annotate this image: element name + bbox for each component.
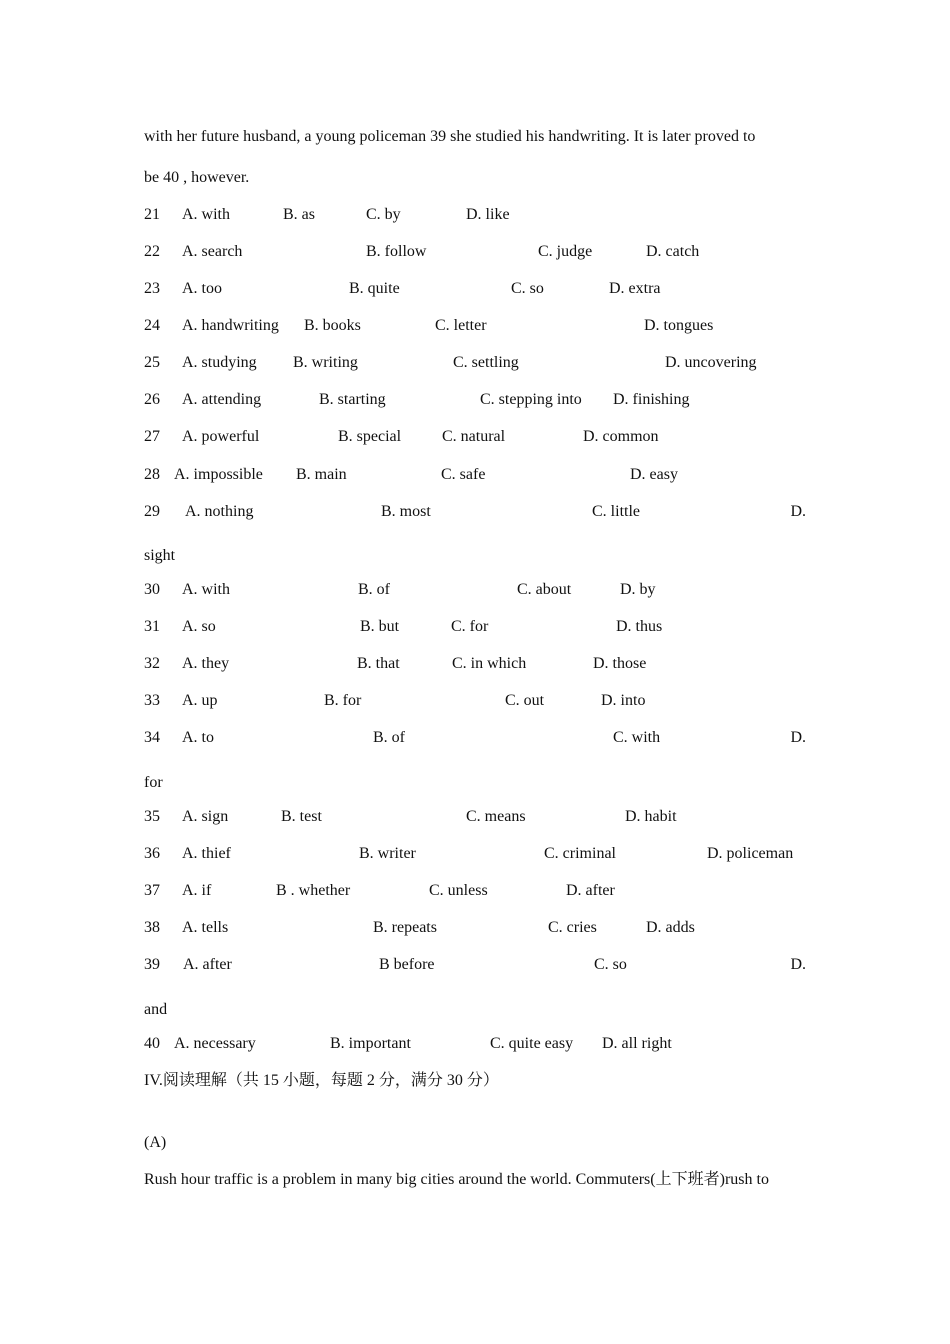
option-c: C. so xyxy=(594,956,627,973)
option-b: B. starting xyxy=(319,391,386,408)
option-d: D. after xyxy=(566,882,615,899)
option-a: A. powerful xyxy=(182,428,260,445)
option-a: A. nothing xyxy=(185,503,254,520)
option-d: D. easy xyxy=(630,466,678,483)
question-number: 31 xyxy=(144,618,160,635)
option-d: D. like xyxy=(466,206,510,223)
question-number: 37 xyxy=(144,882,160,899)
option-d: D. policeman xyxy=(707,845,794,862)
option-d-continued: and xyxy=(144,1001,168,1018)
option-d: D. finishing xyxy=(613,391,690,408)
option-a: A. too xyxy=(182,280,222,297)
option-b: B. quite xyxy=(349,280,400,297)
option-b: B. writer xyxy=(359,845,416,862)
option-d-continued: for xyxy=(144,774,163,791)
option-a: A. after xyxy=(183,956,232,973)
option-a: A. impossible xyxy=(174,466,263,483)
option-c: C. letter xyxy=(435,317,487,334)
question-row xyxy=(144,580,806,600)
question-number: 38 xyxy=(144,919,160,936)
question-number: 30 xyxy=(144,581,160,598)
option-d: D. xyxy=(790,503,806,520)
option-a: A. handwriting xyxy=(182,317,279,334)
option-b: B. but xyxy=(360,618,400,635)
question-row xyxy=(144,465,806,485)
question-number: 21 xyxy=(144,206,160,223)
option-c: C. natural xyxy=(442,428,506,445)
option-d: D. tongues xyxy=(644,317,714,334)
option-c: C. settling xyxy=(453,354,519,371)
question-row xyxy=(144,728,806,748)
option-c: C. stepping into xyxy=(480,391,582,408)
option-c: C. with xyxy=(613,729,661,746)
option-b: B before xyxy=(379,956,435,973)
section-heading: IV.阅读理解（共 15 小题，每题 2 分，满分 30 分） xyxy=(144,1072,499,1089)
option-a: A. sign xyxy=(182,808,229,825)
option-c: C. in which xyxy=(452,655,527,672)
option-b: B . whether xyxy=(276,882,351,899)
option-a: A. with xyxy=(182,206,230,223)
question-number: 28 xyxy=(144,466,160,483)
option-a: A. attending xyxy=(182,391,262,408)
option-b: B. test xyxy=(281,808,322,825)
question-row xyxy=(144,918,806,938)
question-row xyxy=(144,881,806,901)
question-row xyxy=(144,502,806,522)
question-number: 36 xyxy=(144,845,160,862)
option-c: C. by xyxy=(366,206,401,223)
option-b: B. books xyxy=(304,317,361,334)
option-d: D. common xyxy=(583,428,659,445)
option-d: D. xyxy=(790,956,806,973)
option-a: A. to xyxy=(182,729,214,746)
option-d: D. extra xyxy=(609,280,661,297)
option-a: A. tells xyxy=(182,919,229,936)
option-c: C. for xyxy=(451,618,489,635)
option-d: D. adds xyxy=(646,919,695,936)
passage-label: (A) xyxy=(144,1134,167,1151)
option-c: C. out xyxy=(505,692,545,709)
question-row xyxy=(144,427,806,447)
option-d: D. catch xyxy=(646,243,700,260)
question-row xyxy=(144,1034,806,1054)
option-b: B. repeats xyxy=(373,919,437,936)
passage-text: Rush hour traffic is a problem in many big cities around the world. Commuters(上下班者)rush to xyxy=(144,1171,769,1188)
question-row xyxy=(144,316,806,336)
question-row xyxy=(144,654,806,674)
option-b: B. that xyxy=(357,655,400,672)
question-number: 29 xyxy=(144,503,160,520)
option-a: A. thief xyxy=(182,845,231,862)
question-row xyxy=(144,691,806,711)
question-number: 25 xyxy=(144,354,160,371)
question-number: 39 xyxy=(144,956,160,973)
option-b: B. main xyxy=(296,466,347,483)
question-number: 22 xyxy=(144,243,160,260)
option-a: A. so xyxy=(182,618,216,635)
passage-text: be 40 , however. xyxy=(144,169,250,186)
option-d-continued: sight xyxy=(144,547,176,564)
option-c: C. little xyxy=(592,503,640,520)
question-number: 35 xyxy=(144,808,160,825)
question-number: 33 xyxy=(144,692,160,709)
question-row xyxy=(144,279,806,299)
question-number: 34 xyxy=(144,729,160,746)
option-a: A. search xyxy=(182,243,243,260)
option-b: B. important xyxy=(330,1035,411,1052)
option-b: B. for xyxy=(324,692,362,709)
option-d: D. by xyxy=(620,581,656,598)
option-c: C. judge xyxy=(538,243,593,260)
option-c: C. unless xyxy=(429,882,488,899)
option-d: D. xyxy=(790,729,806,746)
question-number: 26 xyxy=(144,391,160,408)
option-d: D. those xyxy=(593,655,647,672)
option-c: C. so xyxy=(511,280,544,297)
option-d: D. all right xyxy=(602,1035,672,1052)
question-row xyxy=(144,807,806,827)
option-b: B. most xyxy=(381,503,431,520)
option-c: C. criminal xyxy=(544,845,616,862)
option-b: B. of xyxy=(358,581,390,598)
option-d: D. thus xyxy=(616,618,663,635)
question-number: 40 xyxy=(144,1035,160,1052)
option-d: D. habit xyxy=(625,808,677,825)
option-a: A. if xyxy=(182,882,212,899)
question-number: 32 xyxy=(144,655,160,672)
option-a: A. necessary xyxy=(174,1035,256,1052)
option-c: C. quite easy xyxy=(490,1035,574,1052)
passage-line xyxy=(144,127,806,147)
question-row xyxy=(144,353,806,373)
option-c: C. means xyxy=(466,808,526,825)
question-row xyxy=(144,242,806,262)
question-row xyxy=(144,955,806,975)
option-b: B. follow xyxy=(366,243,427,260)
question-row xyxy=(144,844,806,864)
option-b: B. special xyxy=(338,428,402,445)
question-number: 27 xyxy=(144,428,160,445)
question-row xyxy=(144,205,806,225)
option-b: B. as xyxy=(283,206,315,223)
question-number: 24 xyxy=(144,317,160,334)
option-b: B. writing xyxy=(293,354,358,371)
option-c: C. safe xyxy=(441,466,486,483)
passage-line xyxy=(144,168,806,188)
question-number: 23 xyxy=(144,280,160,297)
option-a: A. with xyxy=(182,581,230,598)
option-c: C. cries xyxy=(548,919,597,936)
option-a: A. studying xyxy=(182,354,257,371)
passage-text: with her future husband, a young policeman 39 she studied his handwriting. It is later proved to xyxy=(144,128,756,145)
question-row xyxy=(144,390,806,410)
option-a: A. they xyxy=(182,655,230,672)
option-c: C. about xyxy=(517,581,572,598)
option-d: D. uncovering xyxy=(665,354,757,371)
option-d: D. into xyxy=(601,692,646,709)
option-b: B. of xyxy=(373,729,405,746)
question-row xyxy=(144,617,806,637)
option-a: A. up xyxy=(182,692,218,709)
